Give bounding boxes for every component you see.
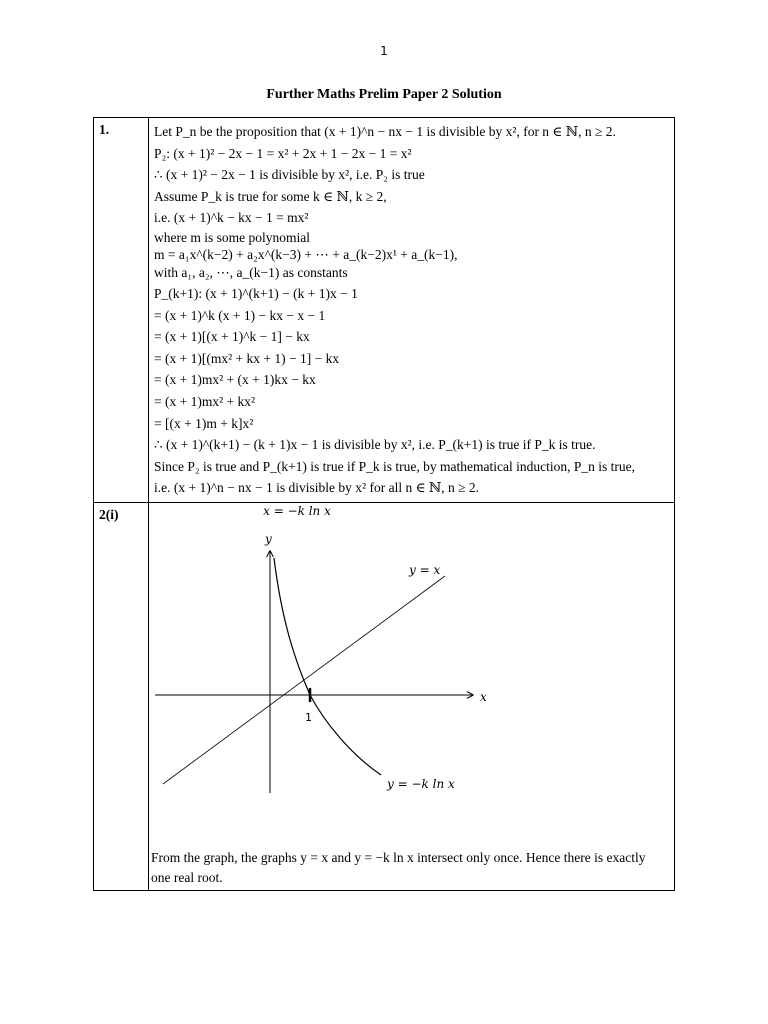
- solution-line-3: ∴ (x + 1)² − 2x − 1 is divisible by x², i.e. P₂ is true: [154, 167, 425, 183]
- solution-line-1: Let P_n be the proposition that (x + 1)^n − nx − 1 is divisible by x², for n ∈ ℕ, n ≥ 2.: [154, 124, 616, 139]
- solution-line-9: P_(k+1): (x + 1)^(k+1) − (k + 1)x − 1: [154, 285, 358, 301]
- graph-heading: x = −k ln x: [263, 503, 331, 518]
- solution-line-17: Since P₂ is true and P_(k+1) is true if P_k is true, by mathematical induction, P_n is true,: [154, 458, 636, 474]
- line-label: y = x: [409, 562, 441, 577]
- question-2-solution: [149, 502, 675, 890]
- solution-line-4: Assume P_k is true for some k ∈ ℕ, k ≥ 2,: [154, 188, 387, 204]
- page-number: 1: [380, 44, 388, 58]
- y-axis-label: y: [265, 531, 272, 546]
- solution-table: [93, 117, 675, 891]
- conclusion-text: From the graph, the graphs y = x and y = −k ln x intersect only once. Hence there is exactly one real root.: [151, 849, 646, 885]
- solution-line-5: i.e. (x + 1)^k − kx − 1 = mx²: [154, 210, 309, 226]
- question-number: 1.: [94, 118, 149, 503]
- curve-label: y = −k ln x: [387, 776, 455, 791]
- solution-line-18: i.e. (x + 1)^n − nx − 1 is divisible by x² for all n ∈ ℕ, n ≥ 2.: [154, 480, 480, 496]
- solution-line-14: = (x + 1)mx² + kx²: [154, 393, 256, 409]
- solution-line-10: = (x + 1)^k (x + 1) − kx − x − 1: [154, 307, 326, 323]
- question-1-solution: [149, 118, 675, 503]
- document-title: Further Maths Prelim Paper 2 Solution: [266, 87, 502, 102]
- graph-area: [149, 503, 674, 848]
- solution-line-13: = (x + 1)mx² + (x + 1)kx − kx: [154, 372, 316, 388]
- solution-line-2: P₂: (x + 1)² − 2x − 1 = x² + 2x + 1 − 2x − 1 = x²: [154, 145, 412, 161]
- question-row-2: [94, 502, 675, 890]
- x-axis-label: x: [480, 689, 487, 704]
- graph-figure: [149, 503, 679, 848]
- solution-line-15: = [(x + 1)m + k]x²: [154, 415, 254, 431]
- solution-line-6: where m is some polynomial: [154, 229, 310, 245]
- question-number: 2(i): [94, 502, 149, 890]
- curve-neg-k-ln-x: [274, 558, 381, 775]
- question-row-1: [94, 118, 675, 503]
- solution-line-16: ∴ (x + 1)^(k+1) − (k + 1)x − 1 is divisible by x², i.e. P_(k+1) is true if P_k is true.: [154, 437, 596, 453]
- solution-line-11: = (x + 1)[(x + 1)^k − 1] − kx: [154, 329, 310, 345]
- solution-line-7: m = a₁x^(k−2) + a₂x^(k−3) + ⋯ + a_(k−2)x¹ + a_(k−1),: [154, 246, 458, 262]
- tick-label: 1: [305, 710, 312, 724]
- solution-line-12: = (x + 1)[(mx² + kx + 1) − 1] − kx: [154, 350, 340, 366]
- solution-line-8: with a₁, a₂, ⋯, a_(k−1) as constants: [154, 264, 348, 280]
